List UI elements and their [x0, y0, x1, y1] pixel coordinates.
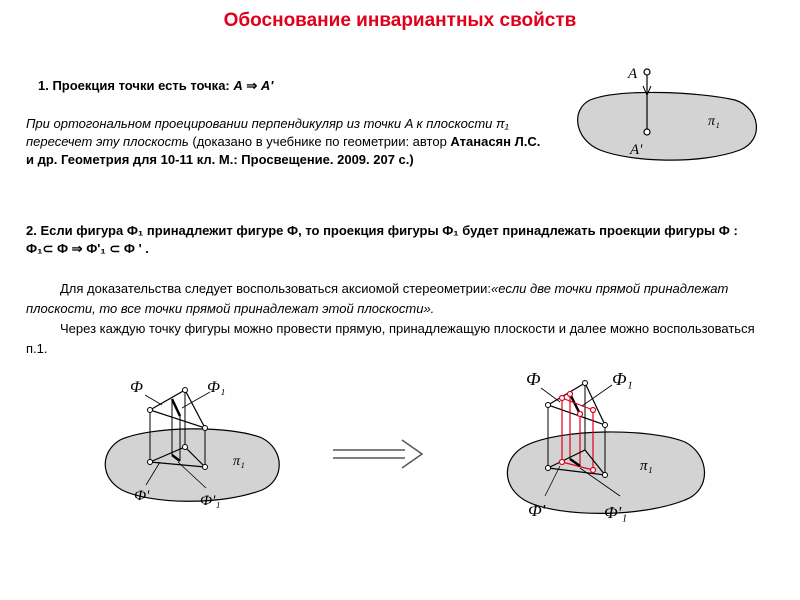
label-pi1-right: π₁: [640, 458, 653, 474]
label-phi1-left: Ф₁: [207, 379, 226, 396]
plane-pi1-left: [105, 429, 279, 501]
label-a: A: [628, 66, 638, 82]
item1-heading-text: 1. Проекция точки есть точка:: [38, 78, 230, 93]
item1-note-italic: При ортогональном проецировании перпендикуляр из точки A к плоскости π₁ пересечет эту плоскость: [26, 116, 509, 149]
label-phi1-prime-right: Ф'₁: [604, 503, 628, 522]
item1-formula-b: A': [260, 78, 274, 93]
plane-pi1-top: [578, 92, 757, 160]
label-a-prime: A': [630, 142, 643, 158]
item1-note-reference: Атанасян Л.С. и др. Геометрия для 10-11 кл. М.: Просвещение. 2009. 207 с.): [26, 134, 541, 167]
figure-right: [507, 369, 704, 522]
item2-statement: 2. Если фигура Ф₁ принадлежит фигуре Ф, то проекция фигуры Ф₁ будет принадлежать проекции фигуры Ф : Ф₁⊂ Ф ⇒ Ф'₁ ⊂ Ф ' .: [26, 223, 738, 256]
point-a: [644, 69, 650, 75]
label-phi-left: Ф: [130, 379, 143, 396]
proof-axiom-quote: «если две точки прямой принадлежат плоскости, то все точки прямой принадлежат этой плоскости».: [26, 281, 729, 316]
label-pi1-top: π₁: [708, 114, 720, 129]
figure-left: [105, 379, 279, 509]
label-phi-right: Ф: [526, 369, 541, 389]
item1-note-plain: (доказано в учебнике по геометрии: автор: [188, 134, 451, 149]
point-a-prime: [644, 129, 650, 135]
item1-formula-a: A: [233, 78, 243, 93]
proof-line2-text: Через каждую точку фигуры можно провести прямую, принадлежащую плоскости и далее можно воспользоваться п.1.: [26, 321, 755, 356]
label-phi-prime-right: Ф': [528, 501, 546, 520]
transition-arrow-icon: [333, 440, 422, 468]
point-projection-figure: [578, 66, 757, 160]
label-phi1-right: Ф₁: [612, 369, 633, 389]
label-phi-prime-left: Ф': [134, 488, 150, 504]
label-phi1-prime-left: Ф'₁: [200, 493, 221, 509]
implies-symbol: ⇒: [246, 78, 258, 93]
label-pi1-left: π₁: [233, 454, 245, 469]
proof-line1-plain: Для доказательства следует воспользоваться аксиомой стереометрии:: [60, 281, 492, 296]
slide-title: Обоснование инвариантных свойств: [223, 10, 577, 31]
